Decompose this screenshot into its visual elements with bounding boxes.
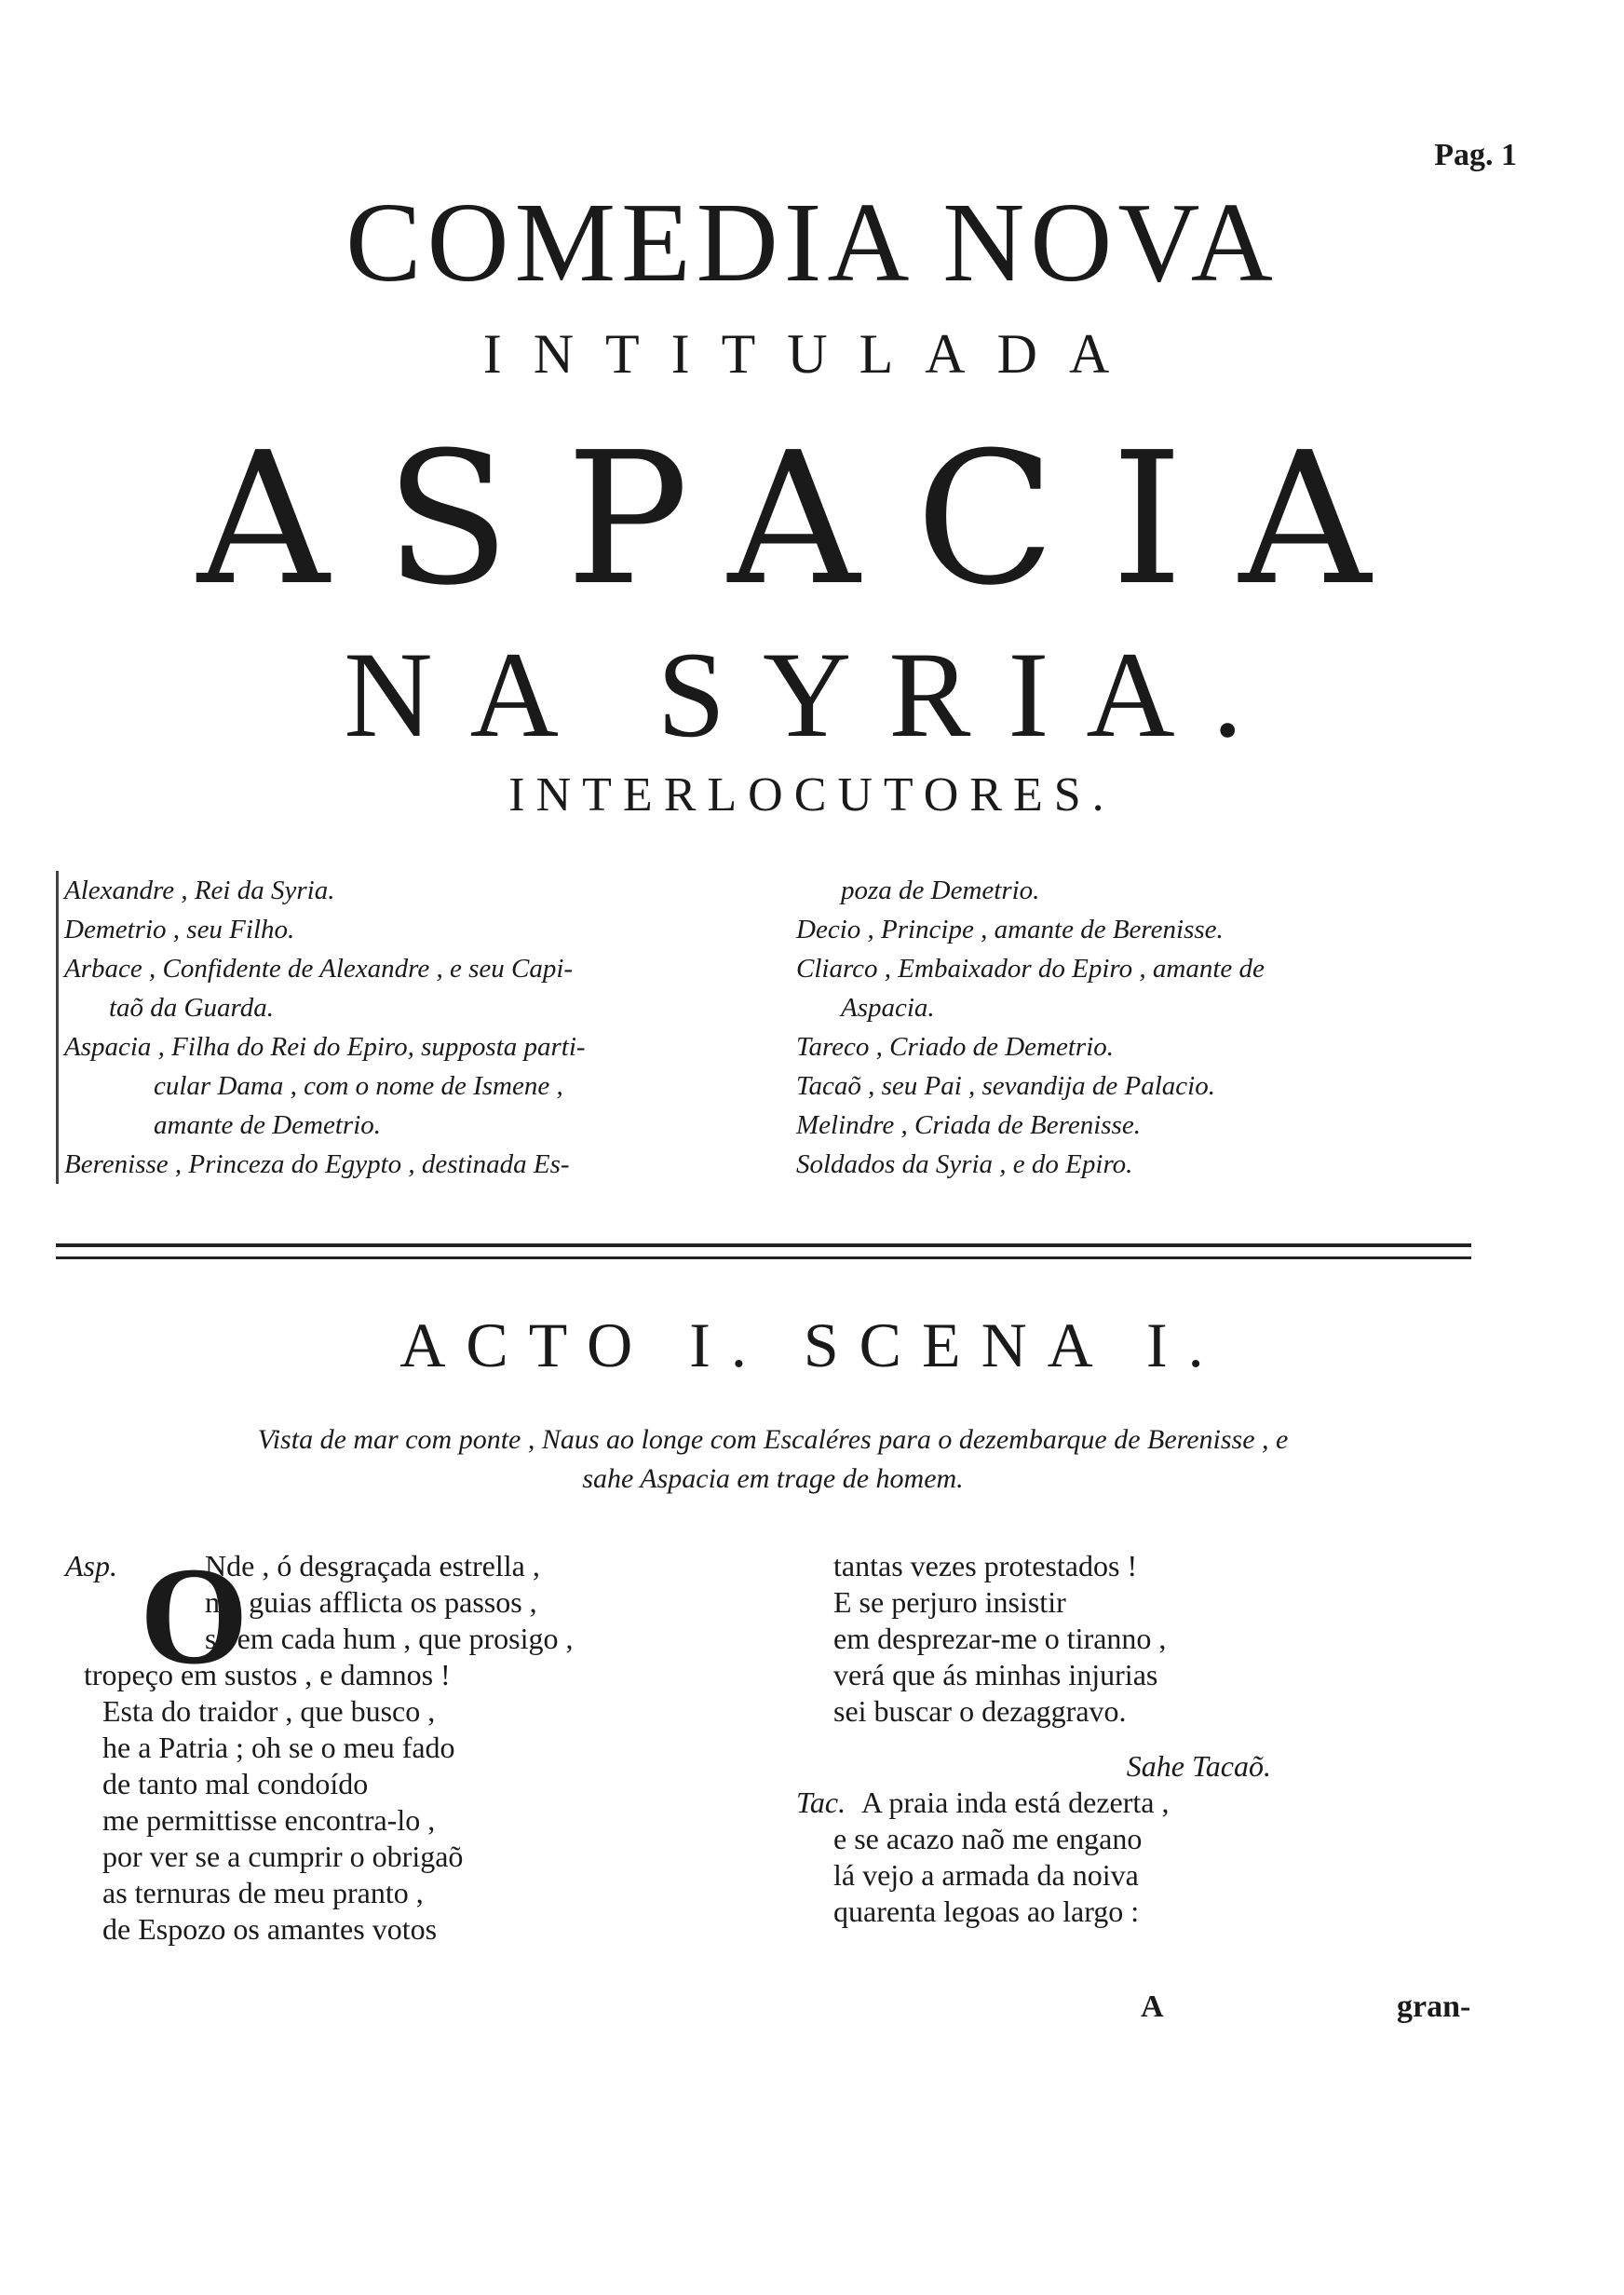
verse-line [65, 1548, 773, 1584]
cast-entry: Aspacia , Filha do Rei do Epiro, supposta parti- [64, 1032, 586, 1062]
verse-line: me guias afflicta os passos , [205, 1585, 537, 1619]
cast-entry-continuation: poza de Demetrio. [841, 876, 1040, 905]
title-comedia-nova: COMEDIA NOVA [345, 180, 1279, 306]
page-number: Pag. 1 [1434, 138, 1517, 172]
stage-direction-inline: Sahe Tacaõ. [1126, 1749, 1271, 1783]
cast-entry: Alexandre , Rei da Syria. [64, 876, 335, 905]
verse-column-right [796, 1548, 1467, 1930]
verse-line: de tanto mal condoído [102, 1767, 369, 1800]
cast-list-right [796, 871, 1467, 1184]
speaker-label: Asp. [65, 1549, 117, 1582]
verse-spacer [796, 1730, 1467, 1748]
verse-line: Esta do traidor , que busco , [102, 1694, 436, 1728]
divider-rule [56, 1243, 1471, 1259]
cast-entry-continuation: amante de Demetrio. [154, 1110, 382, 1140]
verse-line: de Espozo os amantes votos [102, 1912, 438, 1946]
stage-direction-line: Vista de mar com ponte , Naus ao longe com Escaléres para o dezembarque de Berenisse , e [257, 1424, 1289, 1455]
verse-line: as ternuras de meu pranto , [102, 1876, 424, 1909]
verse-line: me permittisse encontra-lo , [102, 1803, 436, 1837]
verse-line: sei buscar o dezaggravo. [833, 1694, 1127, 1728]
cast-list-left [56, 871, 772, 1184]
verse-text: Nde , ó desgraçada estrella , [205, 1549, 540, 1582]
verse-line: tantas vezes protestados ! [833, 1549, 1138, 1582]
act-heading: ACTO I. SCENA I. [399, 1310, 1225, 1380]
stage-direction [65, 1420, 1481, 1499]
interlocutores-heading: INTERLOCUTORES. [508, 768, 1116, 822]
verse-line [796, 1785, 1467, 1821]
cast-entry-continuation: cular Dama , com o nome de Ismene , [154, 1071, 563, 1101]
verse-line: he a Patria ; oh se o meu fado [102, 1731, 455, 1764]
drop-cap: O [140, 1539, 249, 1693]
cast-entry-continuation: taõ da Guarda. [109, 993, 274, 1023]
verse-line: verá que ás minhas injurias [833, 1658, 1158, 1691]
verse-line: em desprezar-me o tiranno , [833, 1622, 1167, 1655]
verse-line: lá vejo a armada da noiva [833, 1858, 1139, 1892]
cast-entry: Tareco , Criado de Demetrio. [796, 1032, 1115, 1062]
verse-line: por ver se a cumprir o obrigaõ [102, 1840, 464, 1873]
catchword: gran- [1397, 1989, 1471, 2024]
cast-entry: Melindre , Criada de Berenisse. [796, 1110, 1141, 1140]
cast-entry: Arbace , Confidente de Alexandre , e seu Capi- [64, 954, 574, 984]
verse-line: e se acazo naõ me engano [833, 1822, 1143, 1855]
cast-entry: Berenisse , Princeza do Egypto , destinada Es- [64, 1149, 570, 1179]
stage-direction-line: sahe Aspacia em trage de homem. [582, 1463, 964, 1494]
verse-line: se em cada hum , que prosigo , [205, 1622, 574, 1655]
signature-mark: A [1141, 1989, 1164, 2024]
cast-entry: Cliarco , Embaixador do Epiro , amante de [796, 954, 1265, 984]
cast-entry: Soldados da Syria , e do Epiro. [796, 1149, 1133, 1179]
cast-entry: Demetrio , seu Filho. [64, 915, 295, 944]
speaker-label: Tac. [796, 1786, 846, 1819]
verse-line: tropeço em sustos , e damnos ! [84, 1658, 451, 1691]
cast-entry: Decio , Principe , amante de Berenisse. [796, 915, 1224, 944]
verse-line: quarenta legoas ao largo : [833, 1894, 1140, 1928]
title-aspacia: ASPACIA [196, 414, 1428, 626]
verse-line: E se perjuro insistir [833, 1585, 1066, 1619]
verse-column-left [65, 1539, 773, 1948]
title-intitulada: INTITULADA [482, 323, 1142, 385]
verse-text: A praia inda está dezerta , [861, 1786, 1170, 1819]
title-na-syria: NA SYRIA. [344, 626, 1280, 763]
cast-entry-continuation: Aspacia. [841, 993, 935, 1023]
cast-entry: Tacaõ , seu Pai , sevandija de Palacio. [796, 1071, 1215, 1101]
